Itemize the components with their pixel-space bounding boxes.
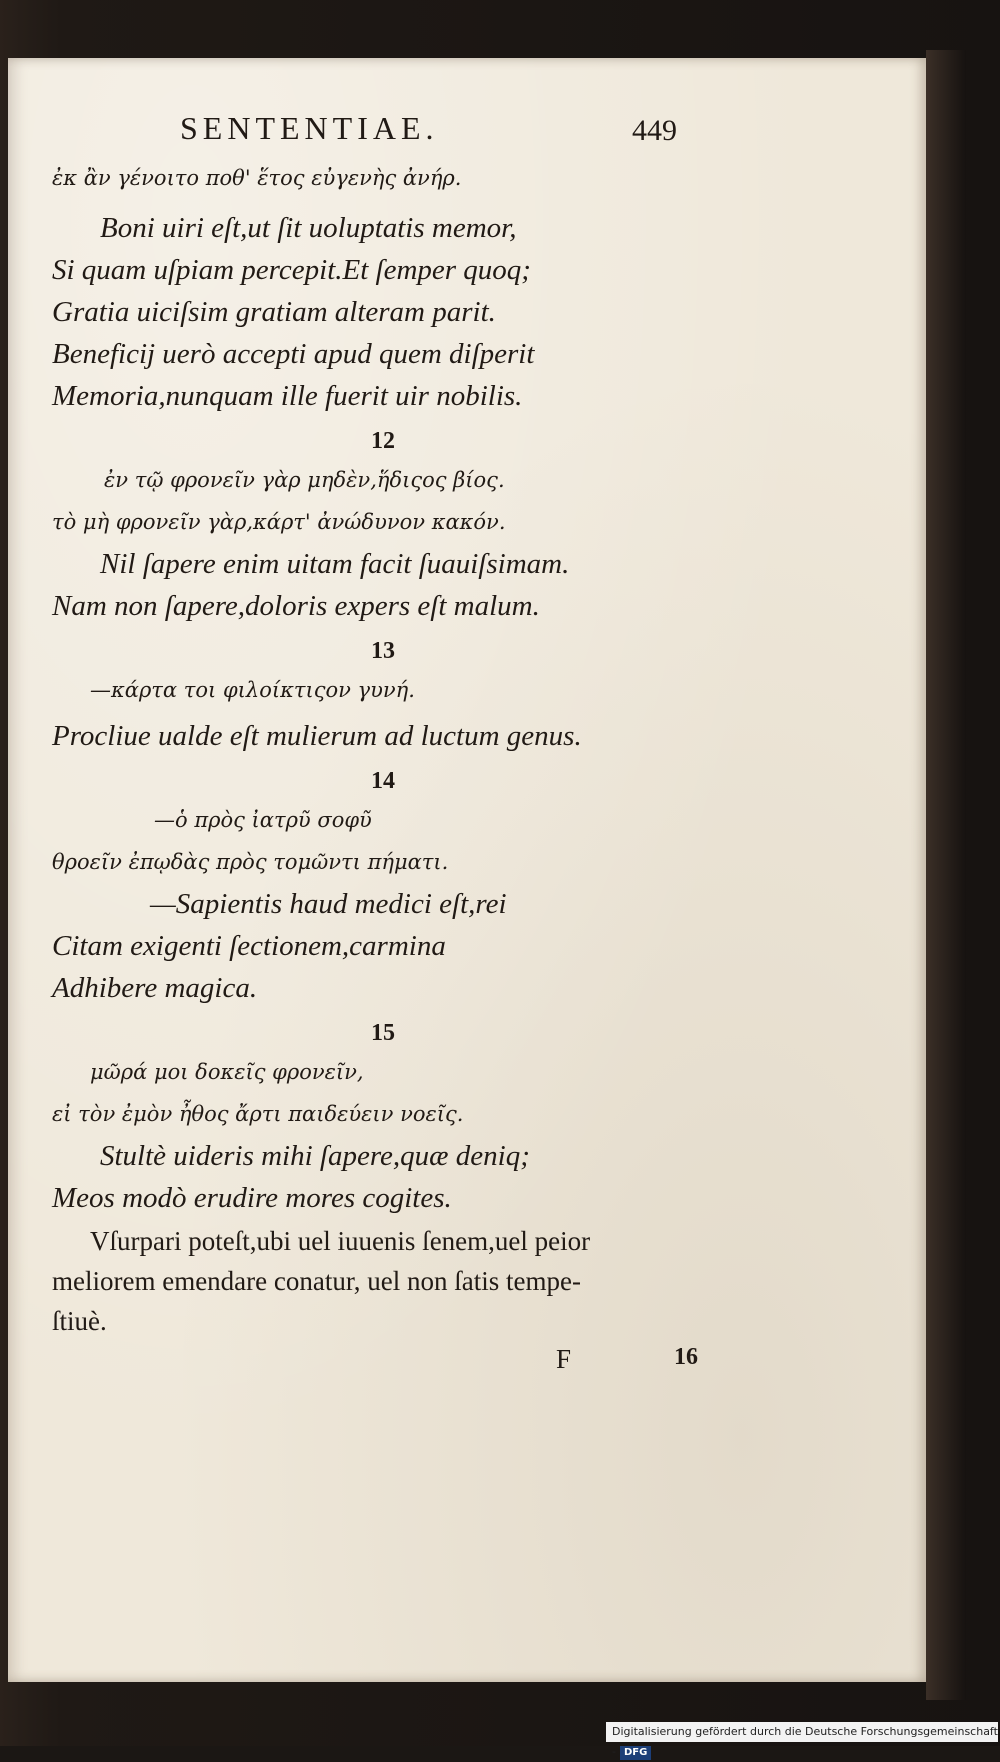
book-page (8, 58, 926, 1682)
latin-verse-line: Stultè uideris mihi ſapere,quæ deniq; (100, 1140, 530, 1172)
section-number: 15 (371, 1020, 395, 1046)
latin-verse-line: Beneficij uerò accepti apud quem diſperit (52, 338, 535, 370)
credit-text: Digitalisierung gefördert durch die Deutsche Forschungsgemeinschaft - (612, 1725, 998, 1758)
book-edge (926, 50, 966, 1700)
section-number: 12 (371, 428, 395, 454)
page-number: 449 (632, 114, 677, 147)
greek-line: ἐν τῷ φρονεῖν γὰρ μηδὲν,ἥδιςος βίος. (104, 468, 505, 492)
greek-line: θροεῖν ἐπῳδὰς πρὸς τομῶντι πήματι. (52, 850, 449, 874)
latin-verse-line: Gratia uiciſsim gratiam alteram parit. (52, 296, 496, 328)
latin-verse-line: Meos modò erudire mores cogites. (52, 1182, 452, 1214)
latin-verse-line: —Sapientis haud medici eſt,rei (150, 888, 507, 920)
commentary-line: ſtiuè. (52, 1306, 107, 1336)
latin-verse-line: Nam non ſapere,doloris expers eſt malum. (52, 590, 540, 622)
signature-mark: F (556, 1344, 572, 1374)
latin-verse-line: Si quam uſpiam percepit.Et ſemper quoq; (52, 254, 531, 286)
latin-verse-line: Procliue ualde eſt mulierum ad luctum genus. (52, 720, 582, 752)
commentary-line: Vſurpari poteſt,ubi uel iuuenis ſenem,uel peior (90, 1226, 591, 1256)
latin-verse-line: Memoria,nunquam ille fuerit uir nobilis. (52, 380, 523, 412)
catchword: 16 (674, 1344, 698, 1370)
greek-line: —ὁ πρὸς ἰατρῦ σοφῦ (154, 808, 372, 832)
latin-verse-line: Citam exigenti ſectionem,carmina (52, 930, 446, 962)
commentary-line: meliorem emendare conatur, uel non ſatis tempe- (52, 1266, 581, 1296)
greek-line: —κάρτα τοι φιλοίκτιςον γυνή. (90, 678, 415, 702)
dfg-logo: DFG (620, 1746, 651, 1760)
section-number: 14 (371, 768, 395, 794)
greek-line: μῶρά μοι δοκεῖς φρονεῖν, (90, 1060, 364, 1084)
latin-verse-line: Boni uiri eſt,ut ſit uoluptatis memor, (100, 212, 517, 244)
section-number: 13 (371, 638, 395, 664)
greek-line: τὸ μὴ φρονεῖν γὰρ,κάρτ' ἀνώδυνον κακόν. (52, 510, 506, 534)
running-header: SENTENTIAE. (180, 110, 439, 146)
latin-verse-line: Adhibere magica. (52, 972, 258, 1004)
greek-line: ἐκ ἂν γένοιτο ποθ' ἕτος εὐγενὴς ἀνήρ. (52, 166, 462, 190)
digitization-credit (606, 1722, 998, 1758)
latin-verse-line: Nil ſapere enim uitam facit ſuauiſsimam. (100, 548, 570, 580)
greek-line: εἰ τὸν ἐμὸν ἦθος ἄρτι παιδεύειν νοεῖς. (52, 1102, 464, 1126)
